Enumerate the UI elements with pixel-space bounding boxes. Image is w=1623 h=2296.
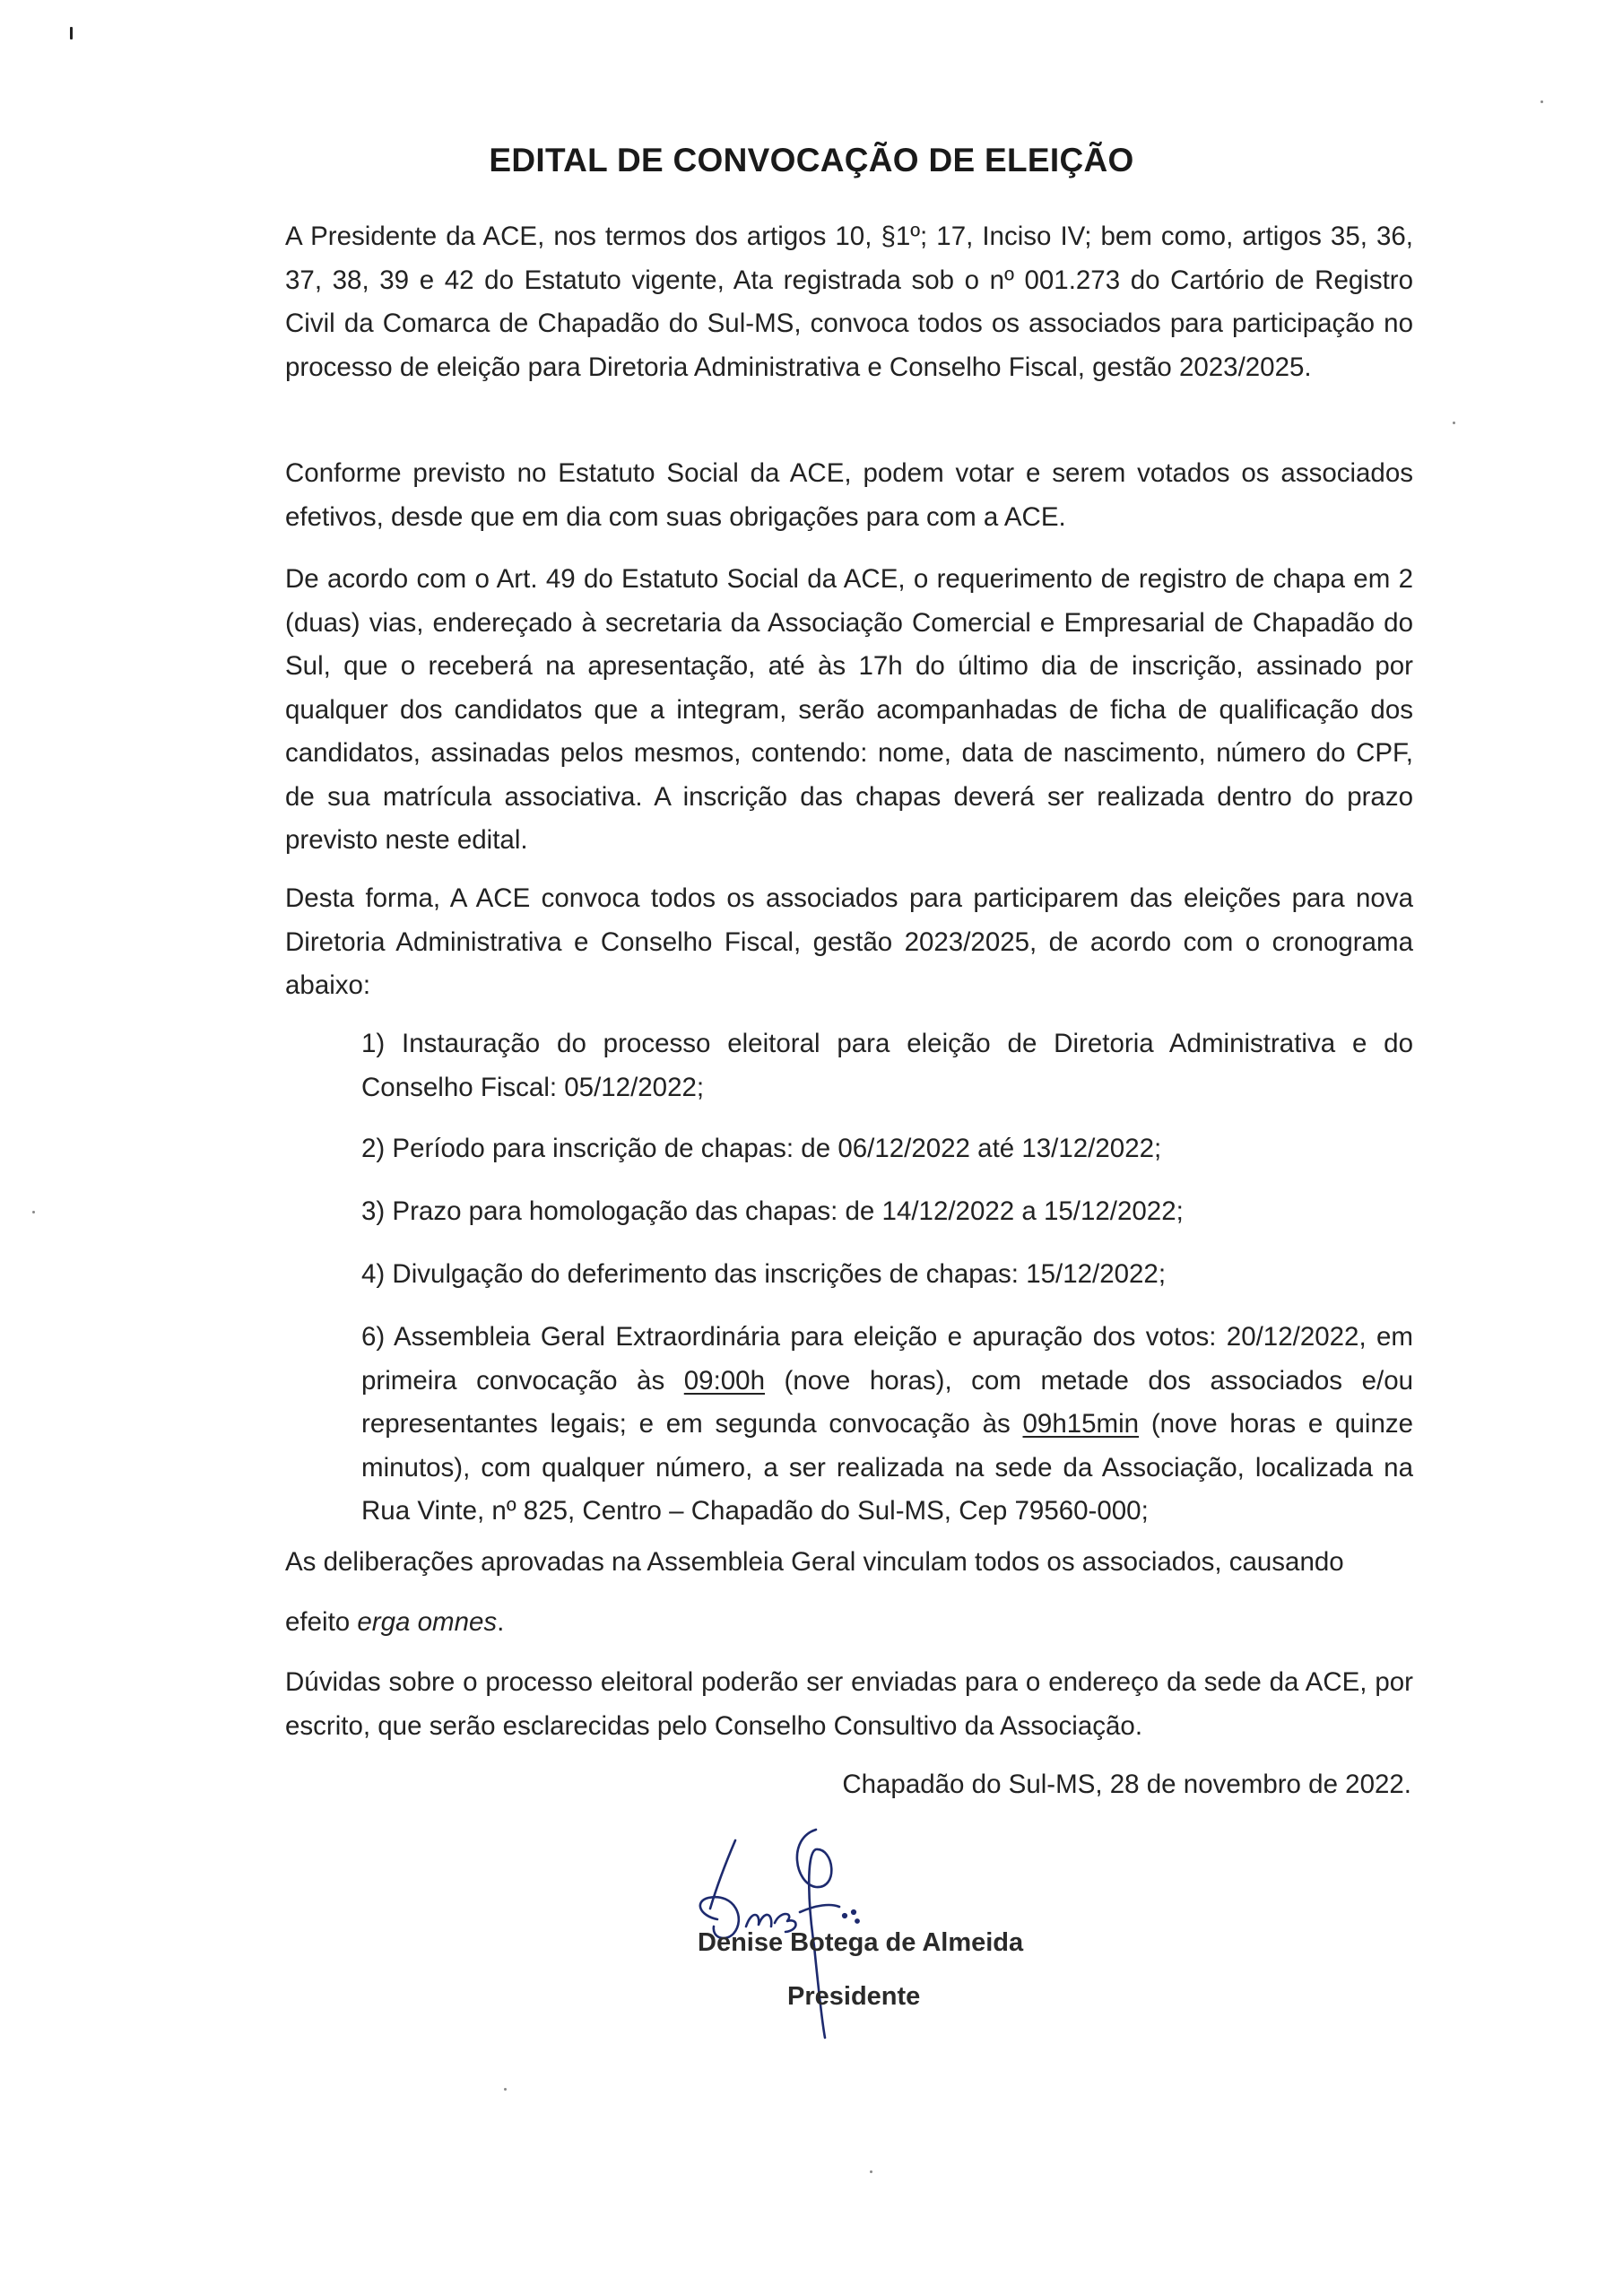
schedule-item-4: 4) Divulgação do deferimento das inscrições de chapas: 15/12/2022; [361,1259,1167,1289]
text-effect: efeito [285,1607,358,1637]
item-6-text-a: 6) Assembleia Geral Extraordinária para eleição e apuração dos votos: 20/12/2022, em primeira convocação às [361,1322,1413,1396]
paragraph-convocation: Desta forma, A ACE convoca todos os associados para participarem das eleições para nova Diretoria Administrativa e Conselho Fiscal, gestão 2023/2025, de acordo com o cronograma abaixo: [285,883,1413,1000]
scan-mark [70,27,73,39]
first-call-time: 09:00h [683,1365,765,1396]
scan-dot [32,1211,35,1213]
schedule-item-1: 1) Instauração do processo eleitoral para eleição de Diretoria Administrativa e do Conselho Fiscal: 05/12/2022; [361,1029,1413,1102]
signer-name: Denise Botega de Almeida [698,1928,1024,1957]
item-6-text-b: (nove horas), com metade dos associados e/ou representantes legais; e em segunda convocação às [361,1365,1414,1439]
paragraph-eligibility: Conforme previsto no Estatuto Social da ACE, podem votar e serem votados os associados efetivos, desde que em dia com suas obrigações para com a ACE. [285,458,1413,532]
schedule-item-2: 2) Período para inscrição de chapas: de 06/12/2022 até 13/12/2022; [361,1134,1162,1163]
item-6-text-c: (nove horas e quinze minutos), com qualquer número, a ser realizada na sede da Associação, localizada na Rua Vinte, nº 825, Centro – Chapadão do Sul-MS, Cep 79560-000; [361,1409,1414,1526]
scan-dot [870,2170,872,2173]
schedule-item-3: 3) Prazo para homologação das chapas: de 14/12/2022 a 15/12/2022; [361,1196,1184,1226]
scan-dot [1453,422,1455,424]
paragraph-registration: De acordo com o Art. 49 do Estatuto Social da ACE, o requerimento de registro de chapa em 2 (duas) vias, endereçado à secretaria da Associação Comercial e Empresarial de Chapadão do Sul, que o receberá na apresentação, até às 17h do último dia de inscrição, assinado por qualquer dos candidatos que a integram, serão acompanhadas de ficha de qualificação dos candidatos, assinadas pelos mesmos, contendo: nome, data de nascimento, número do CPF, de sua matrícula associativa. A inscrição das chapas deverá ser realizada dentro do prazo previsto neste edital. [285,564,1413,855]
scan-dot [1541,100,1543,103]
dateline: Chapadão do Sul-MS, 28 de novembro de 2022. [842,1770,1411,1799]
paragraph-questions: Dúvidas sobre o processo eleitoral poderão ser enviadas para o endereço da sede da ACE, por escrito, que serão esclarecidas pelo Conselho Consultivo da Associação. [285,1667,1413,1741]
paragraph-deliberations: As deliberações aprovadas na Assembleia Geral vinculam todos os associados, causando [285,1547,1344,1577]
paragraph-intro: A Presidente da ACE, nos termos dos artigos 10, §1º; 17, Inciso IV; bem como, artigos 35, 36, 37, 38, 39 e 42 do Estatuto vigente, Ata registrada sob o nº 001.273 do Cartório de Registro Civil da Comarca de Chapadão do Sul-MS, convoca todos os associados para participação no processo de eleição para Diretoria Administrativa e Conselho Fiscal, gestão 2023/2025. [285,222,1413,382]
document-title: EDITAL DE CONVOCAÇÃO DE ELEIÇÃO [489,142,1134,178]
scan-dot [504,2088,507,2091]
schedule-item-6 [361,1316,1413,1534]
text-period: . [497,1607,505,1637]
signer-role: Presidente [787,1982,921,2011]
second-call-time: 09h15min [1022,1409,1140,1439]
paragraph-deliberations-end [285,1601,1413,1645]
latin-term: erga omnes [357,1607,498,1637]
